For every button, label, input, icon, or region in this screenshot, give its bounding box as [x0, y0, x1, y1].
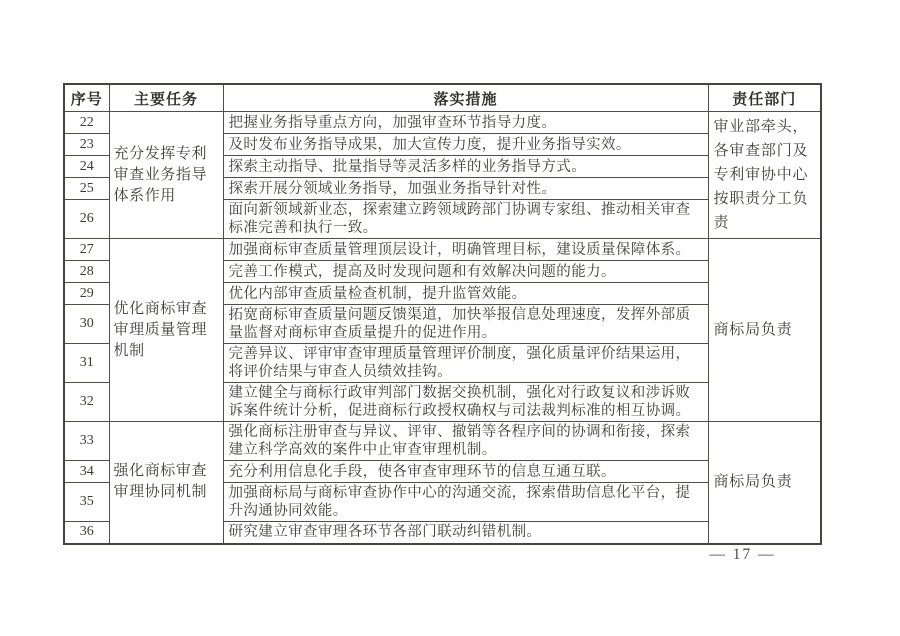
- row-number-cell: 27: [64, 239, 109, 261]
- task-cell: 强化商标审查审理协同机制: [109, 422, 223, 544]
- responsibility-cell: 商标局负责: [708, 239, 821, 422]
- measure-cell: 完善工作模式，提高及时发现问题和有效解决问题的能力。: [223, 261, 708, 283]
- measure-cell: 探索开展分领域业务指导，加强业务指导针对性。: [223, 178, 708, 200]
- table-row: [64, 422, 821, 461]
- measure-cell: 及时发布业务指导成果，加大宣传力度，提升业务指导实效。: [223, 134, 708, 156]
- row-number-cell: 35: [64, 483, 109, 522]
- table-row: [64, 112, 821, 134]
- row-number-cell: 23: [64, 134, 109, 156]
- row-number-cell: 28: [64, 261, 109, 283]
- row-number-cell: 30: [64, 305, 109, 344]
- header-responsible-department: 责任部门: [708, 84, 821, 112]
- row-number-cell: 29: [64, 283, 109, 305]
- measure-cell: 把握业务指导重点方向，加强审查环节指导力度。: [223, 112, 708, 134]
- header-implementation-measures: 落实措施: [223, 84, 708, 112]
- measure-cell: 研究建立审查审理各环节各部门联动纠错机制。: [223, 522, 708, 544]
- responsibility-cell: 商标局负责: [708, 422, 821, 544]
- measure-cell: 完善异议、评审审查审理质量管理评价制度，强化质量评价结果运用，将评价结果与审查人员绩效挂钩。: [223, 344, 708, 383]
- row-number-cell: 24: [64, 156, 109, 178]
- header-main-task: 主要任务: [109, 84, 223, 112]
- task-cell: 充分发挥专利审查业务指导体系作用: [109, 112, 223, 239]
- row-number-cell: 33: [64, 422, 109, 461]
- responsibility-cell: 审业部牵头，各审查部门及专利审协中心按职责分工负责: [708, 112, 821, 239]
- measure-cell: 面向新领域新业态，探索建立跨领域跨部门协调专家组、推动相关审查标准完善和执行一致。: [223, 200, 708, 239]
- page-number: — 17 —: [709, 546, 776, 563]
- task-table: [63, 83, 822, 545]
- measure-cell: 充分利用信息化手段，使各审查审理环节的信息互通互联。: [223, 461, 708, 483]
- measure-cell: 探索主动指导、批量指导等灵活多样的业务指导方式。: [223, 156, 708, 178]
- row-number-cell: 26: [64, 200, 109, 239]
- row-number-cell: 25: [64, 178, 109, 200]
- table-header-row: [64, 84, 821, 112]
- row-number-cell: 34: [64, 461, 109, 483]
- measure-cell: 拓宽商标审查质量问题反馈渠道，加快举报信息处理速度，发挥外部质量监督对商标审查质量提升的促进作用。: [223, 305, 708, 344]
- header-serial-number: 序号: [64, 84, 109, 112]
- table-row: [64, 239, 821, 261]
- measure-cell: 优化内部审查质量检查机制，提升监管效能。: [223, 283, 708, 305]
- row-number-cell: 32: [64, 383, 109, 422]
- measure-cell: 加强商标审查质量管理顶层设计，明确管理目标，建设质量保障体系。: [223, 239, 708, 261]
- measure-cell: 建立健全与商标行政审判部门数据交换机制，强化对行政复议和涉诉败诉案件统计分析，促进商标行政授权确权与司法裁判标准的相互协调。: [223, 383, 708, 422]
- measure-cell: 加强商标局与商标审查协作中心的沟通交流，探索借助信息化平台，提升沟通协同效能。: [223, 483, 708, 522]
- task-cell: 优化商标审查审理质量管理机制: [109, 239, 223, 422]
- row-number-cell: 36: [64, 522, 109, 544]
- row-number-cell: 22: [64, 112, 109, 134]
- row-number-cell: 31: [64, 344, 109, 383]
- measure-cell: 强化商标注册审查与异议、评审、撤销等各程序间的协调和衔接，探索建立科学高效的案件中止审查审理机制。: [223, 422, 708, 461]
